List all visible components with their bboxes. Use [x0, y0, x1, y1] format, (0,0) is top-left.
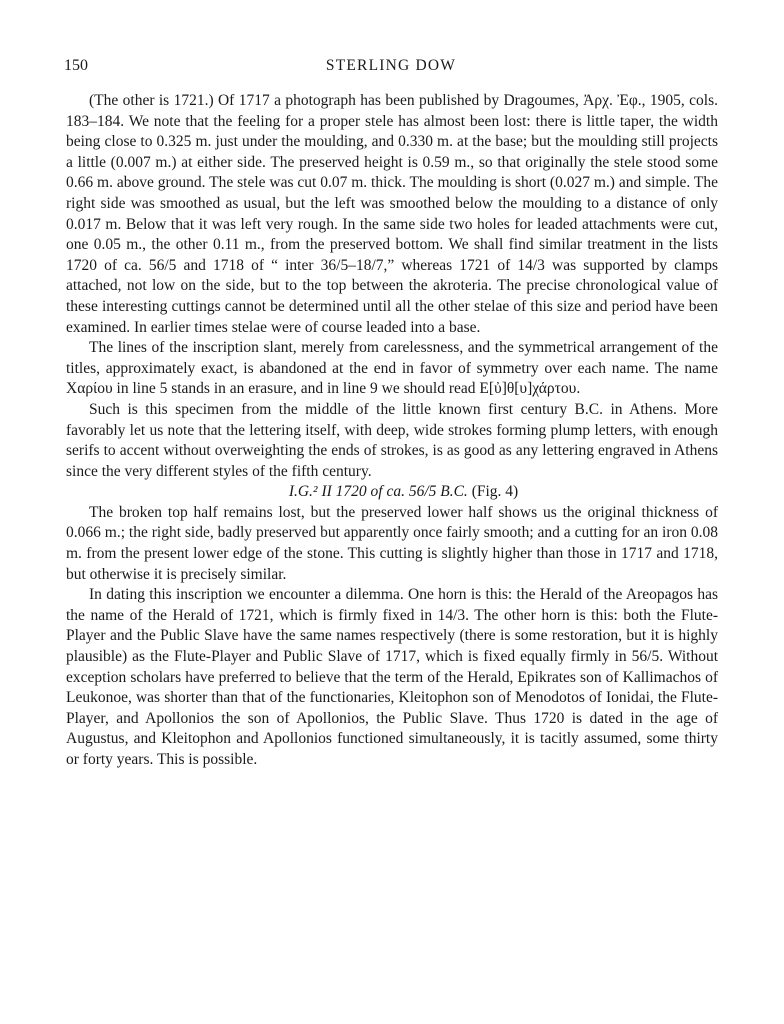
paragraph-3: Such is this specimen from the middle of the little known first century B.C. in Athens. More favorably let us note that the lettering itself, with deep, wide strokes forming plump letters, with enough serifs to accent without overweighting the ends of strokes, is as good as any lettering engraved in Athens since the very different styles of the fifth century. — [66, 400, 718, 480]
section-heading-title: I.G.² II 1720 of ca. 56/5 B.C. — [288, 483, 468, 501]
section-heading — [66, 482, 718, 503]
paragraph-5: In dating this inscription we encounter a dilemma. One horn is this: the Herald of the Areopagos has the name of the Herald of 1721, which is firmly fixed in 14/3. The other horn is this: both the Flute-Player and the Public Slave have the same names respectively (there is some restoration, but it is highly plausible) as the Flute-Player and Public Slave of 1717, which is fixed equally firmly in 56/5. Without exception scholars have preferred to believe that the term of the Herald, Epikrates son of Kallimachos of Leukonoe, was shorter than that of the functionaries, Kleitophon son of Menodotos of Ionidai, the Flute-Player, and Apollonios the son of Apollonios, the Public Slave. Thus 1720 is dated in the age of Augustus, and Kleitophon and Apollonios functioned simultaneously, it is tacitly assumed, some thirty or forty years. This is possible. — [66, 586, 718, 768]
paragraph-1: (The other is 1721.) Of 1717 a photograph has been published by Dragoumes, Ἀρχ. Ἐφ., 1905, cols. 183–184. We note that the feeling for a proper stele has almost been lost: there is little taper, the width being close to 0.325 m. just under the moulding, and 0.330 m. at the base; but the moulding still projects a little (0.007 m.) at either side. The preserved height is 0.59 m., so that originally the stele stood some 0.66 m. above ground. The stele was cut 0.07 m. thick. The moulding is short (0.027 m.) and simple. The right side was smoothed as usual, but the left was smoothed below the moulding to a distance of only 0.017 m. Below that it was left very rough. In the same side two holes for leaded attachments were cut, one 0.05 m., the other 0.11 m., from the preserved bottom. We shall find similar treatment in the lists 1720 of ca. 56/5 and 1718 of “ inter 36/5–18/7,” whereas 1721 of 14/3 was supported by clamps attached, not low on the side, but to the top between the akroteria. The precise chronological value of these interesting cuttings cannot be determined until all the other stelae of this size and period have been examined. In earlier times stelae were of course leaded into a base. — [66, 92, 718, 336]
page-number: 150 — [64, 57, 88, 74]
paragraph-2: The lines of the inscription slant, merely from carelessness, and the symmetrical arrangement of the titles, approximately exact, is abandoned at the end in favor of symmetry over each name. The name Χαρίου in line 5 stands in an erasure, and in line 9 we should read Ε[ὐ]θ[υ]χάρτου. — [66, 339, 718, 398]
body-text — [66, 91, 718, 771]
paragraph-4: The broken top half remains lost, but the preserved lower half shows us the original thickness of 0.066 m.; the right side, badly preserved but apparently once fairly smooth; and a cutting for an iron 0.08 m. from the present lower edge of the stone. This cutting is slightly higher than those in 1717 and 1718, but otherwise it is precisely similar. — [66, 503, 718, 583]
figure-reference: (Fig. 4) — [471, 483, 519, 501]
running-head: STERLING DOW — [325, 57, 457, 74]
page-header — [64, 57, 718, 79]
